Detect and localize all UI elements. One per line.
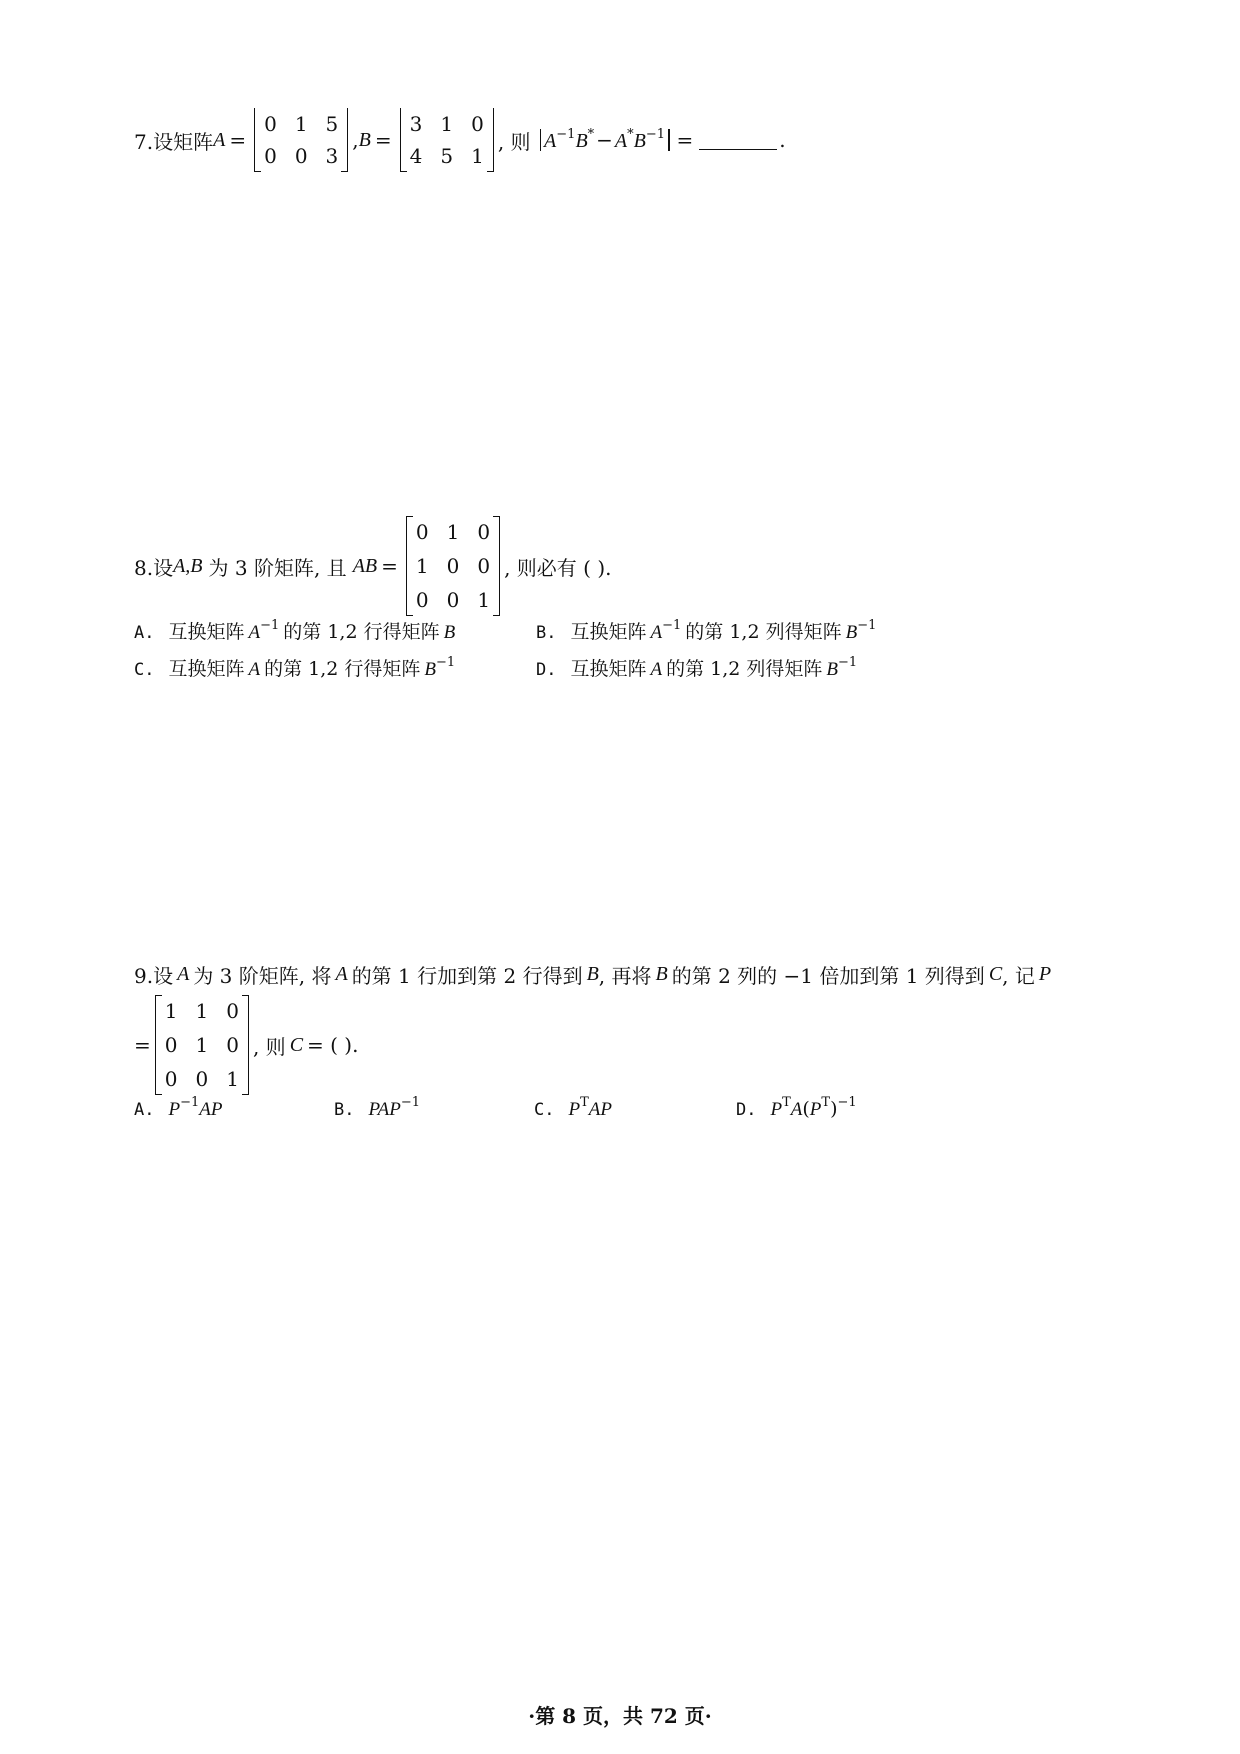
question-9-line-1: 9.设 A 为 3 阶矩阵, 将 A 的第 1 行加到第 2 行得到 B , 再将 B 的第 2 列的 −1 倍加到第 1 列得到 C , 记 P [134,963,1052,988]
q8-mid: 为 3 阶矩阵, 且 [208,555,347,580]
matrix-cell: 3 [325,144,339,168]
matrix-cell: 5 [325,112,339,136]
question-8 [134,520,612,612]
option-label: D. [536,660,557,680]
matrix-cell: 0 [264,112,277,136]
abs-bar-left [540,129,542,151]
q9-eq: = [134,1033,151,1057]
q7-eq: = [229,128,247,152]
matrix-cell: 0 [471,112,484,136]
matrix-cell: 0 [226,1033,239,1057]
q8-prefix: 8.设 [134,555,174,580]
matrix-cell: 3 [409,112,423,136]
matrix-cell: 0 [415,520,429,544]
q7-end: . [779,128,786,152]
page-footer: ·第 8 页，共 72 页· [528,1704,712,1728]
q9-option-c[interactable]: C. $P^TAP$ [534,1095,612,1120]
q8-option-d[interactable]: D. 互换矩阵 A 的第 1,2 列得矩阵 $B^{-1}$ [536,655,858,680]
matrix-cell: 1 [477,588,491,612]
option-label: A. [134,623,155,643]
question-9-line-2: = 1 1 0 0 1 0 0 0 1 , 则 C = ( ). [134,999,358,1091]
q8-vars: A,B [173,554,203,577]
question-7 [134,112,786,168]
q7-expression: $A^{-1}B^* - A^*B^{-1}$ [544,126,666,152]
q7-ze: , 则 [497,129,531,154]
matrix-cell: 0 [294,144,308,168]
matrix-cell: 0 [195,1067,209,1091]
matrix-cell: 1 [294,112,308,136]
matrix-cell: 1 [415,554,429,578]
matrix-cell: 1 [471,144,484,168]
matrix-cell: 1 [226,1067,239,1091]
matrix-cell: 1 [440,112,454,136]
matrix-cell: 0 [477,554,491,578]
q8-eq: = [381,554,398,578]
matrix-cell: 0 [226,999,239,1023]
q8-option-a[interactable]: A. 互换矩阵 $A^{-1}$ 的第 1,2 行得矩阵 B [134,618,456,643]
q9-option-d[interactable]: D. $P^TA(P^T)^{-1}$ [736,1095,857,1120]
matrix-cell: 0 [164,1033,178,1057]
matrix-cell: 0 [446,554,460,578]
matrix-cell: 1 [195,999,209,1023]
answer-blank [699,131,777,150]
matrix-cell: 1 [446,520,460,544]
q9-option-a[interactable]: A. $P^{-1}AP$ [134,1095,223,1120]
q8-option-b[interactable]: B. 互换矩阵 $A^{-1}$ 的第 1,2 列得矩阵 $B^{-1}$ [536,618,877,643]
abs-bar-right [668,129,670,151]
option-label: B. [536,623,557,643]
matrix-cell: 1 [195,1033,209,1057]
q7-prefix: 7.设矩阵 [134,129,214,154]
matrix-cell: 0 [446,588,460,612]
matrix-cell: 0 [415,588,429,612]
q7-eq-3: = [676,128,694,152]
option-label: C. [134,660,155,680]
matrix-cell: 4 [409,144,423,168]
q7-var-B: B [358,128,371,151]
q8-suffix: , 则必有 ( ). [504,555,612,580]
q7-eq-2: = [374,128,392,152]
matrix-cell: 0 [477,520,491,544]
q7-matrix-A [254,112,348,168]
q7-var-A: A [213,128,226,151]
q9-option-b[interactable]: B. $PAP^{-1}$ [334,1095,421,1120]
matrix-cell: 0 [264,144,277,168]
q8-option-c[interactable]: C. 互换矩阵 A 的第 1,2 行得矩阵 $B^{-1}$ [134,655,456,680]
matrix-cell: 1 [164,999,178,1023]
q8-AB: AB [352,554,378,577]
matrix-cell: 5 [440,144,454,168]
q7-matrix-B [400,112,494,168]
q7-comma: , [352,128,359,152]
q9-matrix [155,999,249,1091]
matrix-cell: 0 [164,1067,178,1091]
q8-matrix [406,520,500,612]
